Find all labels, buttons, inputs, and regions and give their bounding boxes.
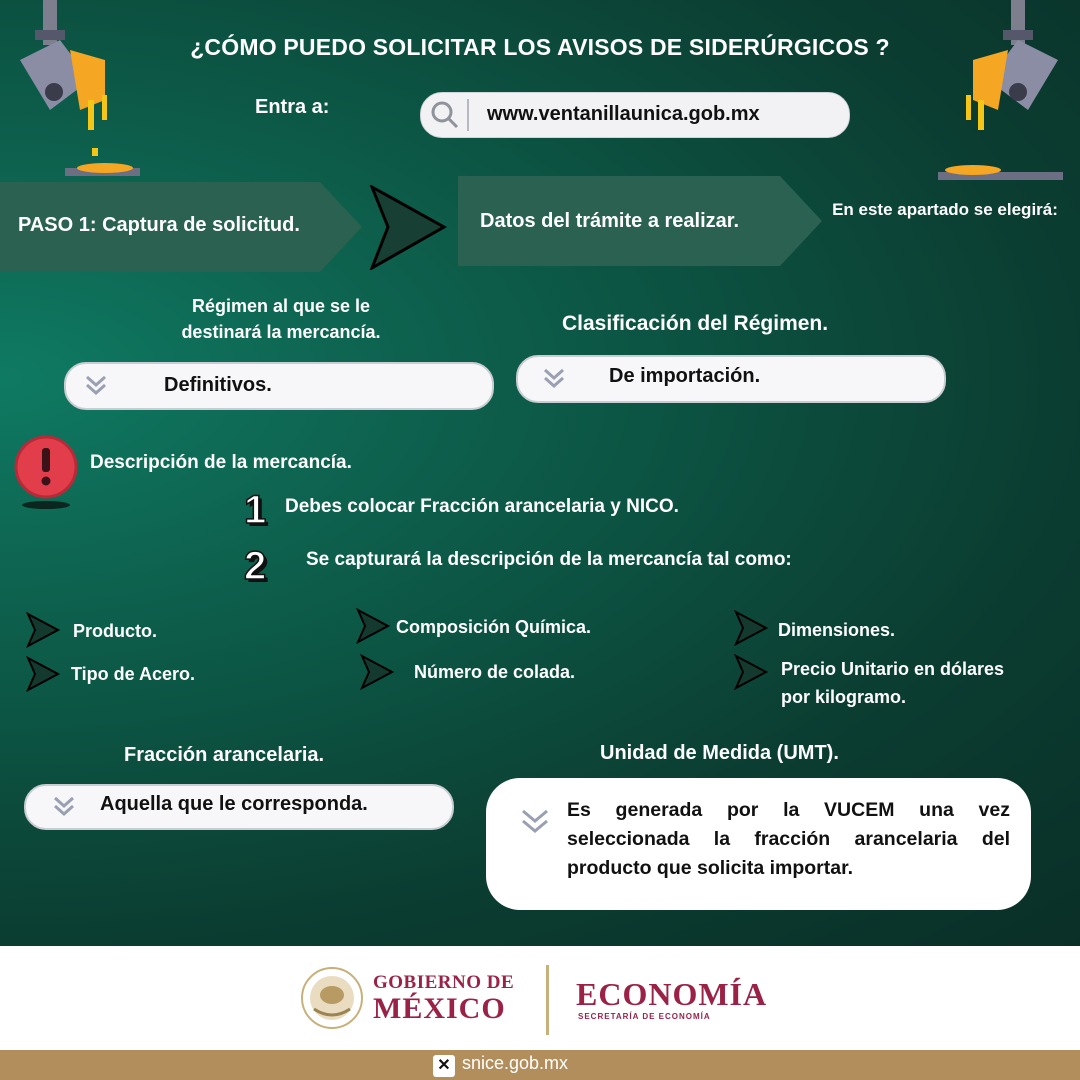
regimen-select[interactable]: [64, 362, 494, 410]
entra-label: Entra a:: [255, 96, 330, 118]
economia-logo: ECONOMÍA: [576, 976, 768, 1012]
fraccion-select[interactable]: [24, 784, 454, 830]
double-chevron-down-icon: [520, 808, 550, 836]
x-logo-icon[interactable]: ✕: [433, 1055, 455, 1077]
arrow-right-icon: [360, 654, 394, 690]
steel-ladle-icon: [938, 0, 1068, 185]
double-chevron-down-icon: [52, 795, 76, 817]
step-number: 1: [244, 488, 267, 532]
url-text[interactable]: www.ventanillaunica.gob.mx: [487, 103, 760, 125]
umt-label: Unidad de Medida (UMT).: [600, 742, 839, 764]
apartado-text: En este apartado se elegirá:: [832, 200, 1058, 219]
list-item: Dimensiones.: [778, 620, 896, 640]
list-item: Composición Química.: [396, 617, 592, 637]
gobierno-logo: [373, 972, 514, 1026]
page-title: ¿CÓMO PUEDO SOLICITAR LOS AVISOS DE SIDERÚRGICOS ?: [190, 34, 890, 60]
umt-text: Es generada por la VUCEM una vez seleccionada la fracción arancelaria del producto que solicita importar.: [567, 799, 1010, 879]
social-bar: [0, 1050, 1080, 1080]
umt-box: [486, 778, 1031, 910]
step-number: 2: [244, 544, 267, 588]
steel-ladle-icon: [10, 0, 140, 185]
list-item: Precio Unitario en dólares por kilogramo.: [781, 659, 1005, 707]
datos-label: Datos del trámite a realizar.: [480, 210, 740, 232]
gob-line2: MÉXICO: [373, 992, 506, 1025]
arrow-right-icon: [368, 185, 448, 270]
search-icon: [430, 100, 460, 130]
arrow-right-icon: [734, 610, 768, 646]
divider: [467, 99, 469, 131]
step-text: Se capturará la descripción de la mercancía tal como:: [306, 549, 792, 570]
footer: [0, 946, 1080, 1050]
clasificacion-label: Clasificación del Régimen.: [562, 312, 829, 335]
economia-subtitle: SECRETARÍA DE ECONOMÍA: [578, 1012, 711, 1021]
fraccion-label: Fracción arancelaria.: [124, 744, 325, 766]
step-text: Debes colocar Fracción arancelaria y NICO.: [285, 496, 679, 517]
logo-separator: [546, 965, 549, 1035]
list-item: Número de colada.: [414, 662, 576, 682]
coat-of-arms-icon: [300, 965, 364, 1031]
arrow-right-icon: [26, 656, 60, 692]
double-chevron-down-icon: [542, 367, 566, 389]
list-item: Tipo de Acero.: [71, 664, 196, 684]
arrow-right-icon: [734, 654, 768, 690]
regimen-label: Régimen al que se le destinará la mercancía.: [181, 296, 381, 342]
social-handle[interactable]: snice.gob.mx: [462, 1053, 569, 1073]
paso-1-label: PASO 1: Captura de solicitud.: [18, 214, 300, 236]
url-bar[interactable]: [420, 92, 850, 138]
fraccion-value: Aquella que le corresponda.: [100, 793, 368, 815]
clasificacion-value: De importación.: [609, 365, 761, 387]
arrow-right-icon: [26, 612, 60, 648]
alert-icon: [13, 435, 79, 511]
list-item: Producto.: [73, 621, 157, 641]
clasificacion-select[interactable]: [516, 355, 946, 403]
double-chevron-down-icon: [84, 374, 108, 396]
arrow-right-icon: [356, 608, 390, 644]
gob-line1: GOBIERNO DE: [373, 972, 515, 993]
regimen-value: Definitivos.: [164, 374, 272, 396]
descripcion-label: Descripción de la mercancía.: [90, 452, 352, 473]
